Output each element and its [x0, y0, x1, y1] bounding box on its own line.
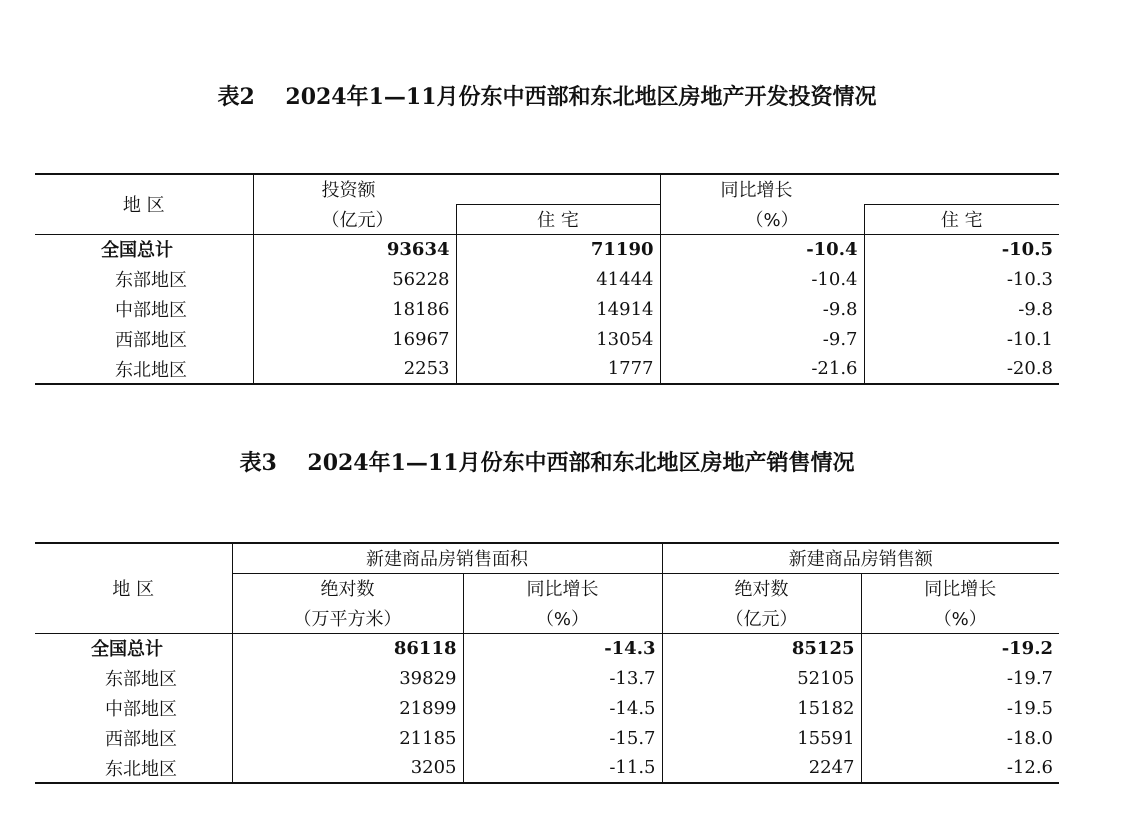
amount-value: 85125 — [662, 633, 861, 663]
yoy-residential-value: -10.1 — [864, 324, 1059, 354]
amount-yoy-value: -12.6 — [861, 753, 1059, 783]
residential-value: 71190 — [456, 234, 660, 264]
table-row — [35, 324, 1059, 354]
investment-value: 18186 — [392, 298, 450, 320]
area-value: 86118 — [393, 637, 457, 659]
t2-header-investment-unit: （亿元） — [253, 204, 456, 234]
investment-value: 93634 — [386, 238, 450, 260]
t3-header-amount-absolute: 绝对数 — [662, 573, 861, 603]
t3-header-area-absolute: 绝对数 — [320, 579, 375, 601]
area-yoy-value: -13.7 — [463, 663, 662, 693]
amount-yoy-value: -19.7 — [861, 663, 1059, 693]
amount-yoy-value: -19.5 — [861, 693, 1059, 723]
yoy-value: -10.4 — [660, 234, 864, 264]
amount-value: 15591 — [662, 723, 861, 753]
t2-header-yoy-residential: 住 宅 — [864, 204, 1059, 234]
area-yoy-value: -14.3 — [463, 633, 662, 663]
t3-header-area-yoy: 同比增长 — [463, 573, 662, 603]
residential-value: 14914 — [456, 294, 660, 324]
region-name: 东部地区 — [35, 264, 253, 294]
yoy-value: -10.4 — [660, 264, 864, 294]
area-yoy-value: -11.5 — [463, 753, 662, 783]
table-row — [35, 633, 1059, 663]
t3-header-amount-pct-unit: （%） — [861, 603, 1059, 633]
table2-investment — [35, 173, 1059, 385]
table-row — [35, 723, 1059, 753]
amount-value: 15182 — [662, 693, 861, 723]
table3-sales — [35, 542, 1059, 784]
residential-value: 1777 — [456, 354, 660, 384]
area-value: 3205 — [410, 757, 457, 778]
t3-header-area-unit: （万平方米） — [232, 603, 463, 633]
t3-header-area-pct-unit: （%） — [463, 603, 662, 633]
table-row — [35, 234, 1059, 264]
area-value: 21185 — [399, 727, 457, 749]
table-row — [35, 264, 1059, 294]
area-yoy-value: -15.7 — [463, 723, 662, 753]
t2-header-yoy-unit: （%） — [660, 204, 864, 234]
yoy-value: -9.8 — [660, 294, 864, 324]
t3-header-amount-yoy: 同比增长 — [861, 573, 1059, 603]
t2-header-region: 地 区 — [35, 174, 253, 234]
region-name: 中部地区 — [35, 294, 253, 324]
t2-header-residential: 住 宅 — [456, 204, 660, 234]
table-row — [35, 354, 1059, 384]
yoy-residential-value: -10.3 — [864, 264, 1059, 294]
t3-header-region: 地 区 — [35, 543, 232, 633]
investment-value: 56228 — [392, 268, 450, 290]
t3-header-amount-group: 新建商品房销售额 — [662, 543, 1059, 573]
residential-value: 13054 — [456, 324, 660, 354]
region-name: 中部地区 — [35, 693, 232, 723]
yoy-value: -9.7 — [660, 324, 864, 354]
residential-value: 41444 — [456, 264, 660, 294]
yoy-residential-value: -20.8 — [864, 354, 1059, 384]
table-row — [35, 294, 1059, 324]
table-row — [35, 753, 1059, 783]
amount-yoy-value: -18.0 — [861, 723, 1059, 753]
area-yoy-value: -14.5 — [463, 693, 662, 723]
t2-header-investment: 投资额 — [321, 180, 376, 202]
table3-title: 表3 2024年1—11月份东中西部和东北地区房地产销售情况 — [239, 450, 855, 476]
region-name: 西部地区 — [35, 723, 232, 753]
investment-value: 2253 — [403, 358, 450, 379]
t3-header-area-group: 新建商品房销售面积 — [232, 543, 662, 573]
yoy-residential-value: -9.8 — [864, 294, 1059, 324]
table-row — [35, 663, 1059, 693]
amount-value: 52105 — [662, 663, 861, 693]
region-name: 东北地区 — [35, 753, 232, 783]
t2-header-yoy: 同比增长 — [660, 174, 1059, 204]
table-row — [35, 693, 1059, 723]
region-name: 东部地区 — [35, 663, 232, 693]
t3-header-amount-unit: （亿元） — [662, 603, 861, 633]
region-name: 西部地区 — [35, 324, 253, 354]
table2-title: 表2 2024年1—11月份东中西部和东北地区房地产开发投资情况 — [217, 84, 877, 110]
amount-value: 2247 — [662, 753, 861, 783]
region-name: 全国总计 — [35, 633, 232, 663]
area-value: 39829 — [399, 667, 457, 689]
yoy-value: -21.6 — [660, 354, 864, 384]
area-value: 21899 — [399, 697, 457, 719]
yoy-residential-value: -10.5 — [864, 234, 1059, 264]
investment-value: 16967 — [392, 328, 450, 350]
region-name: 东北地区 — [35, 354, 253, 384]
amount-yoy-value: -19.2 — [861, 633, 1059, 663]
region-name: 全国总计 — [35, 234, 253, 264]
